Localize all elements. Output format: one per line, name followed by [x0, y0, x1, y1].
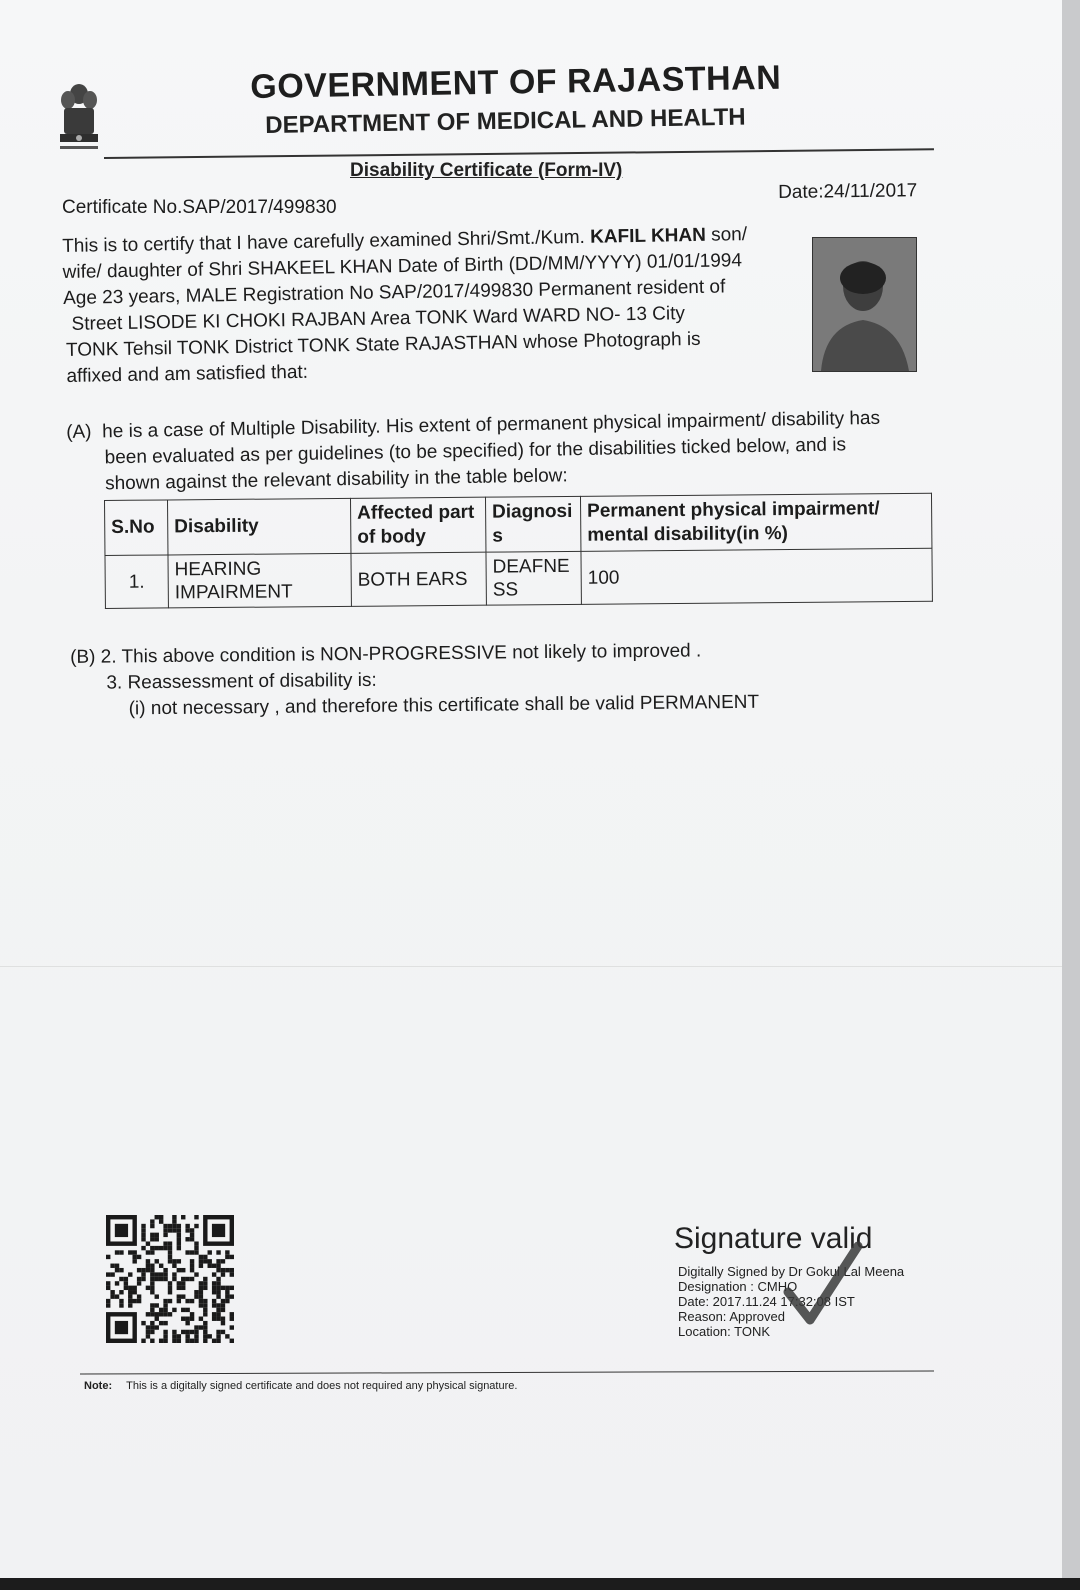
cell-affected-part: BOTH EARS: [351, 552, 486, 606]
header-disability: Disability: [168, 498, 351, 555]
section-a-line-1: he is a case of Multiple Disability. His extent of permanent physical impairment/ disability has: [102, 407, 881, 443]
cell-disability: HEARING IMPAIRMENT: [168, 553, 351, 608]
signed-by: Digitally Signed by Dr Gokul Lal Meena: [678, 1264, 905, 1279]
applicant-photo: [812, 237, 917, 372]
section-b: [70, 636, 931, 723]
section-b-item-3: 3. Reassessment of disability is:: [106, 669, 377, 694]
section-a: [66, 405, 927, 498]
body-line-2: wife/ daughter of Shri SHAKEEL KHAN Date of Birth (DD/MM/YYYY) 01/01/1994: [62, 250, 743, 283]
table-header-row: [105, 493, 932, 555]
patient-name: KAFIL KHAN: [589, 224, 707, 248]
section-b-item-3-i: (i) not necessary , and therefore this certificate shall be valid PERMANENT: [128, 691, 760, 720]
certificate-number: Certificate No.SAP/2017/499830: [62, 197, 337, 218]
form-title: Disability Certificate (Form-IV): [350, 160, 623, 181]
bottom-edge: [0, 1578, 1080, 1590]
body-line-1: This is to certify that I have carefully examined Shri/Smt./Kum. KAFIL KHAN son/: [62, 224, 748, 257]
qr-code-icon: [106, 1215, 234, 1343]
background-edge: [1062, 0, 1080, 1590]
paper-fold-line: [0, 966, 1062, 967]
note-label: Note:: [84, 1380, 113, 1392]
header-affected-part: Affected part of body: [350, 497, 485, 553]
note-text: This is a digitally signed certificate and does not required any physical signature.: [126, 1380, 518, 1392]
section-a-line-2: been evaluated as per guidelines (to be specified) for the disabilities ticked below, and is: [104, 434, 847, 469]
signature-location: Location: TONK: [678, 1324, 771, 1339]
cell-sno: 1.: [105, 555, 168, 609]
header-sno: S.No: [105, 500, 168, 556]
certification-text: [62, 221, 805, 390]
signature-reason: Reason: Approved: [678, 1309, 785, 1324]
page-title: GOVERNMENT OF RAJASTHAN: [250, 58, 782, 106]
body-line-6: affixed and am satisfied that:: [66, 361, 309, 387]
body-line-4: Street LISODE KI CHOKI RAJBAN Area TONK Ward WARD NO- 13 City: [71, 303, 686, 335]
table-row: [105, 548, 932, 608]
footer-note: [84, 1380, 517, 1392]
signer-designation: Designation : CMHO: [678, 1279, 798, 1294]
signature-status: Signature valid: [674, 1222, 873, 1255]
section-b-label: (B): [70, 646, 96, 668]
cell-diagnosis: DEAFNESS: [486, 551, 581, 605]
section-a-label: (A): [66, 421, 92, 443]
cell-impairment: 100: [581, 548, 932, 604]
body-line-3: Age 23 years, MALE Registration No SAP/2017/499830 Permanent resident of: [62, 276, 726, 309]
section-a-line-3: shown against the relevant disability in the table below:: [104, 465, 568, 495]
section-b-item-2: 2. This above condition is NON-PROGRESSIVE not likely to improved .: [100, 640, 702, 668]
body-line-5: TONK Tehsil TONK District TONK State RAJASTHAN whose Photograph is: [65, 328, 701, 361]
header-impairment: Permanent physical impairment/ mental disability(in %): [580, 493, 931, 551]
checkmark-icon: [780, 1240, 870, 1330]
certificate-date: Date:24/11/2017: [778, 180, 918, 203]
state-emblem-icon: [54, 80, 104, 164]
signature-date: Date: 2017.11.24 17:32:08 IST: [678, 1294, 855, 1309]
header-diagnosis: Diagnosis: [485, 496, 580, 552]
disability-table: [104, 493, 933, 609]
department-title: DEPARTMENT OF MEDICAL AND HEALTH: [265, 103, 746, 139]
